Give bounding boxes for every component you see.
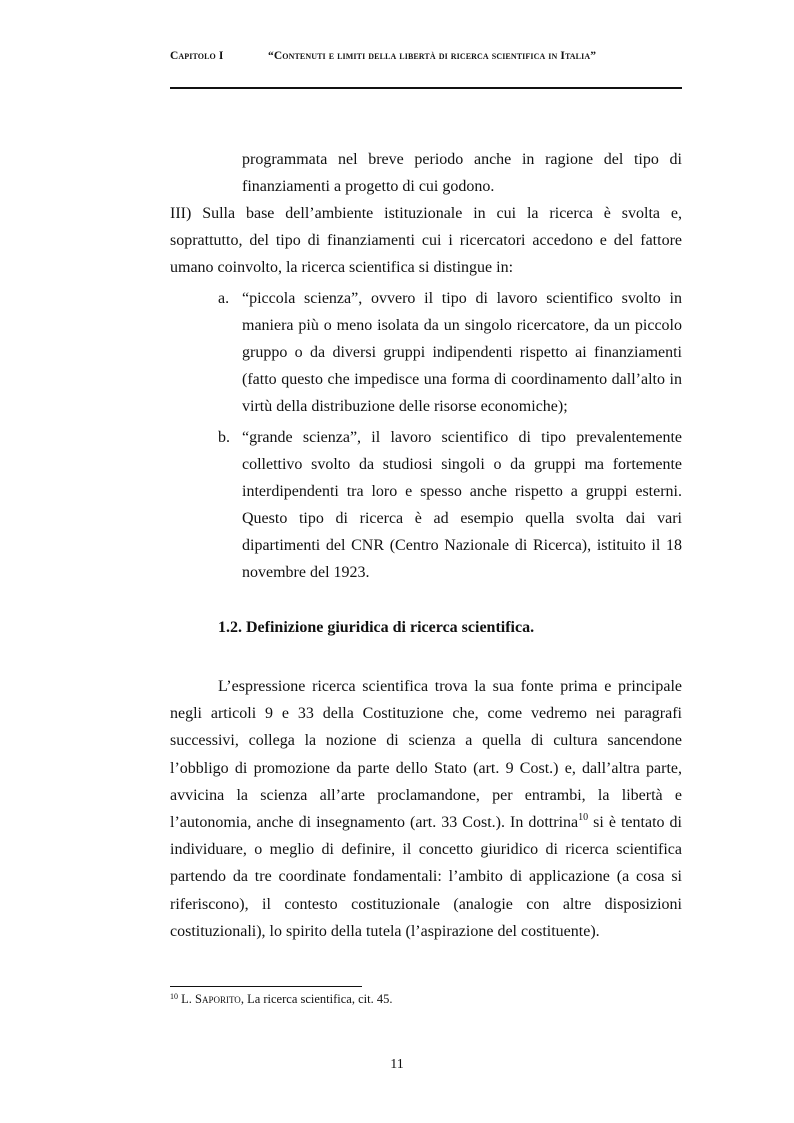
footnote: [170, 992, 392, 1007]
footnote-rule: [170, 986, 362, 987]
body-text-end: si è tentato di individuare, o meglio di definire, il concetto giuridico di ricerca scientifica partendo da tre coordinate fondamentali: l’ambito di applicazione (a cosa si riferiscono), il contesto costituzionale (analogie con altre disposizioni costituzionali), lo spirito della tutela (l’aspirazione del costituente).: [170, 814, 682, 940]
point-iii-paragraph: III) Sulla base dell’ambiente istituzionale in cui la ricerca è svolta e, soprattutto, del tipo di finanziamenti cui i ricercatori accedono e del fattore umano coinvolto, la ricerca scientifica si distingue in:: [170, 205, 682, 276]
footnote-author-initial: L.: [181, 992, 192, 1006]
footnote-number: 10: [170, 992, 178, 1001]
header-rule: [170, 87, 682, 89]
continuation-paragraph: programmata nel breve periodo anche in ragione del tipo di finanziamenti a progetto di cui godono.: [242, 151, 682, 195]
chapter-label: Capitolo I: [170, 50, 224, 62]
chapter-title: “Contenuti e limiti della libertà di ricerca scientifica in Italia”: [268, 50, 597, 62]
list-marker: a.: [218, 290, 230, 307]
body-text-start: L’espressione ricerca scientifica trova la sua fonte prima e principale negli articoli 9 e 33 della Costituzione che, come vedremo nei paragrafi successivi, collega la nozione di scienza a quella di cultura sancendone l’obbligo di promozione da parte dello Stato (art. 9 Cost.) e, dall’altra parte, avvicina la scienza all’arte proclamandone, per entrambi, la libertà e l’autonomia, anche di insegnamento (art. 33 Cost.). In dottrina: [170, 678, 682, 832]
footnote-text: , La ricerca scientifica, cit. 45.: [240, 992, 393, 1006]
body-paragraph: [170, 673, 682, 945]
section-heading: 1.2. Definizione giuridica di ricerca scientifica.: [218, 619, 535, 636]
list-item-text: “piccola scienza”, ovvero il tipo di lavoro scientifico svolto in maniera più o meno isolata da un singolo ricercatore, da un piccolo gruppo o da diversi gruppi indipendenti rispetto ai finanziamenti (fatto questo che impedisce una forma di coordinamento dall’alto in virtù della distribuzione delle risorse economiche);: [242, 290, 682, 415]
footnote-author-surname: Saporito: [195, 992, 241, 1006]
page-number: 11: [390, 1057, 404, 1072]
list-item-text: “grande scienza”, il lavoro scientifico di tipo prevalentemente collettivo svolto da studiosi singoli o da gruppi ma fortemente interdipendenti tra loro e spesso anche rispetto a gruppi esterni. Questo tipo di ricerca è ad esempio quella svolta dai vari dipartimenti del CNR (Centro Nazionale di Ricerca), istituito il 18 novembre del 1923.: [242, 429, 682, 581]
running-header: [170, 50, 682, 66]
list-marker: b.: [218, 429, 230, 446]
footnote-reference: 10: [578, 812, 589, 824]
